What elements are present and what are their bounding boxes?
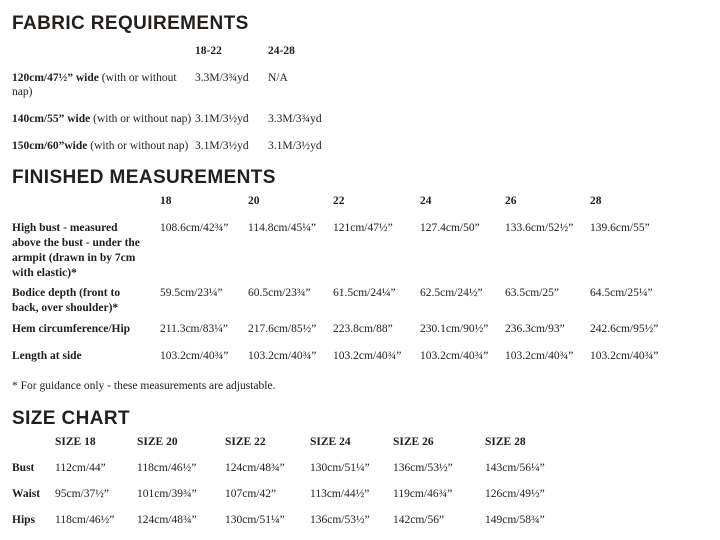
cell-value-3: 136cm/53½” (310, 514, 370, 526)
cell-value-4: 142cm/56” (393, 514, 445, 526)
cell-value-4: 136cm/53½” (393, 462, 453, 474)
cell-value-0: 103.2cm/40¾” (160, 350, 229, 362)
table-row (12, 349, 720, 364)
size-chart-table (12, 435, 720, 527)
cell-value-3: 62.5cm/24½” (420, 287, 483, 299)
row-label-bold: 120cm/47½” wide (12, 72, 99, 84)
fabric-requirements-title: FABRIC REQUIREMENTS (12, 13, 249, 34)
cell-value-5: 139.6cm/55” (590, 222, 650, 234)
cell-value-0: 3.3M/3¾yd (195, 72, 249, 84)
cell-value-5: 149cm/58¾” (485, 514, 545, 526)
cell-value-5: 64.5cm/25¼” (590, 287, 653, 299)
cell-value-3: 127.4cm/50” (420, 222, 480, 234)
table-row (12, 286, 720, 316)
table-row (12, 71, 720, 99)
row-label: Bodice depth (front to back, over shoulder)* (12, 287, 121, 314)
cell-value-5: 242.6cm/95½” (590, 323, 659, 335)
cell-value-4: 63.5cm/25” (505, 287, 559, 299)
column-header-1: 20 (248, 195, 260, 207)
table-row (12, 221, 720, 281)
column-header-0: 18-22 (195, 45, 222, 57)
cell-value-0: 3.1M/3½yd (195, 113, 249, 125)
finished-measurements-title: FINISHED MEASUREMENTS (12, 167, 276, 188)
fabric-table-header-row (12, 44, 720, 58)
column-header-1: SIZE 20 (137, 436, 178, 448)
cell-value-1: 60.5cm/23¾” (248, 287, 311, 299)
cell-value-5: 143cm/56¼” (485, 462, 545, 474)
cell-value-5: 103.2cm/40¾” (590, 350, 659, 362)
cell-value-0: 95cm/37½” (55, 488, 109, 500)
row-label: Hips (12, 514, 36, 526)
measurements-footnote: * For guidance only - these measurements are adjustable. (12, 380, 276, 392)
cell-value-3: 113cm/44½” (310, 488, 370, 500)
row-label: Waist (12, 488, 41, 500)
cell-value-2: 61.5cm/24¼” (333, 287, 396, 299)
column-header-5: SIZE 28 (485, 436, 526, 448)
cell-value-1: 3.1M/3½yd (268, 140, 322, 152)
cell-value-4: 119cm/46¾” (393, 488, 453, 500)
column-header-0: 18 (160, 195, 172, 207)
cell-value-3: 230.1cm/90½” (420, 323, 489, 335)
cell-value-4: 236.3cm/93” (505, 323, 565, 335)
column-header-3: SIZE 24 (310, 436, 351, 448)
row-label-note: (with or without nap) (12, 72, 177, 98)
cell-value-0: 112cm/44” (55, 462, 106, 474)
table-row (12, 112, 720, 126)
cell-value-2: 130cm/51¼” (225, 514, 285, 526)
cell-value-0: 3.1M/3½yd (195, 140, 249, 152)
row-label: Length at side (12, 350, 82, 362)
column-header-0: SIZE 18 (55, 436, 96, 448)
column-header-5: 28 (590, 195, 602, 207)
cell-value-3: 130cm/51¼” (310, 462, 370, 474)
cell-value-2: 124cm/48¾” (225, 462, 285, 474)
cell-value-1: 103.2cm/40¾” (248, 350, 317, 362)
table-row (12, 513, 720, 527)
cell-value-1: 124cm/48¾” (137, 514, 197, 526)
row-label-note: (with or without nap) (90, 113, 192, 125)
row-label-bold: 150cm/60”wide (12, 140, 88, 152)
column-header-4: SIZE 26 (393, 436, 434, 448)
table-row (12, 322, 720, 337)
size-chart-title: SIZE CHART (12, 408, 130, 429)
cell-value-0: 211.3cm/83¼” (160, 323, 228, 335)
cell-value-1: 101cm/39¾” (137, 488, 197, 500)
cell-value-0: 118cm/46½” (55, 514, 115, 526)
row-label (12, 112, 195, 126)
column-header-2: 22 (333, 195, 345, 207)
row-label (12, 139, 195, 153)
cell-value-2: 103.2cm/40¾” (333, 350, 402, 362)
cell-value-1: N/A (268, 72, 288, 84)
fabric-requirements-table (12, 44, 720, 153)
cell-value-4: 133.6cm/52½” (505, 222, 574, 234)
finished-measurements-table (12, 194, 720, 364)
table-row (12, 487, 720, 501)
row-label: High bust - measured above the bust - under the armpit (drawn in by 7cm with elastic)* (12, 222, 140, 279)
cell-value-2: 107cm/42” (225, 488, 277, 500)
sc-table-header-row (12, 435, 720, 449)
column-header-1: 24-28 (268, 45, 295, 57)
row-label-bold: 140cm/55” wide (12, 113, 91, 125)
fm-table-header-row (12, 194, 720, 209)
cell-value-4: 103.2cm/40¾” (505, 350, 574, 362)
cell-value-1: 3.3M/3¾yd (268, 113, 322, 125)
row-label-note: (with or without nap) (87, 140, 189, 152)
table-row (12, 139, 720, 153)
cell-value-1: 118cm/46½” (137, 462, 197, 474)
cell-value-3: 103.2cm/40¾” (420, 350, 489, 362)
row-label (12, 71, 195, 99)
cell-value-0: 108.6cm/42¾” (160, 222, 229, 234)
column-header-4: 26 (505, 195, 517, 207)
column-header-2: SIZE 22 (225, 436, 266, 448)
cell-value-2: 121cm/47½” (333, 222, 393, 234)
cell-value-0: 59.5cm/23¼” (160, 287, 223, 299)
table-row (12, 461, 720, 475)
cell-value-5: 126cm/49½” (485, 488, 545, 500)
cell-value-1: 114.8cm/45¼” (248, 222, 316, 234)
row-label: Bust (12, 462, 35, 474)
cell-value-2: 223.8cm/88” (333, 323, 393, 335)
column-header-3: 24 (420, 195, 432, 207)
row-label: Hem circumference/Hip (12, 323, 131, 335)
cell-value-1: 217.6cm/85½” (248, 323, 317, 335)
